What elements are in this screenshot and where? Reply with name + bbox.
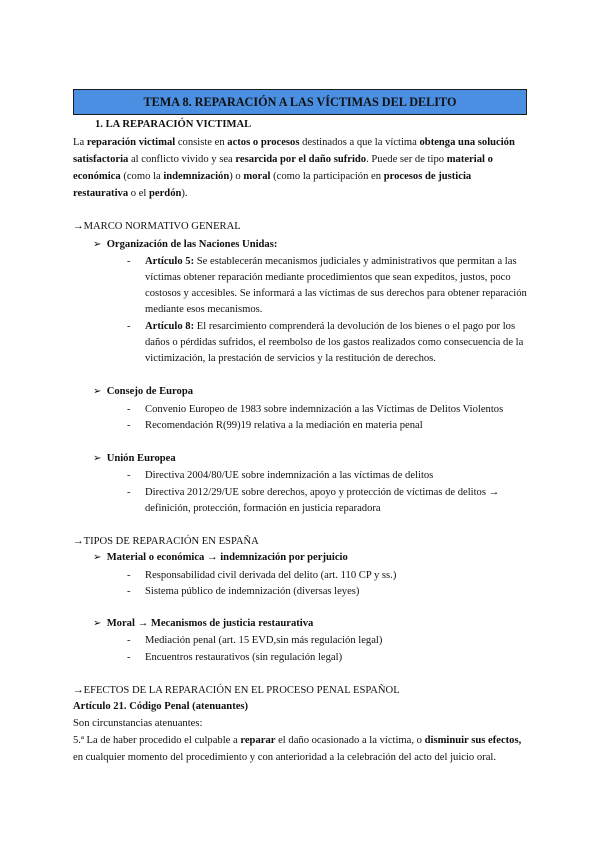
bullet-consejo-europa <box>93 385 193 398</box>
atenuante-5-line: en cualquier momento del procedimiento y con anterioridad a la celebración del acto del juicio oral. <box>73 752 496 763</box>
text-span: Se establecerán mecanismos judiciales y administrativos que permitan a las <box>194 256 517 267</box>
text-span: ). <box>181 188 188 199</box>
onu-label: Organización de las Naciones Unidas: <box>106 239 278 250</box>
text-span: el daño ocasionado a la víctima, o <box>275 735 425 746</box>
bold-span: actos o procesos <box>227 137 300 148</box>
paragraph-line <box>73 136 515 149</box>
union-europea-label: Unión Europea <box>106 453 176 464</box>
paragraph-line <box>73 170 471 183</box>
dash-icon: - <box>127 470 131 481</box>
dash-icon: - <box>127 652 131 663</box>
list-item: Directiva 2004/80/UE sobre indemnización a las víctimas de delitos <box>145 470 434 481</box>
bold-span: disminuir sus efectos, <box>424 735 522 746</box>
bold-span: perdón <box>149 188 182 199</box>
text-span: o el <box>128 188 150 199</box>
arrow-bullet-icon: ➢ <box>93 618 102 629</box>
bullet-onu <box>93 238 277 251</box>
arrow-bullet-icon: ➢ <box>93 386 102 397</box>
list-item-continuation: definición, protección, formación en justicia reparadora <box>145 503 381 514</box>
list-item: Directiva 2012/29/UE sobre derechos, apoyo y protección de víctimas de delitos → <box>145 487 500 498</box>
bold-span: obtenga una solución <box>419 137 515 148</box>
text-span: 5.ª La de haber procedido el culpable a <box>73 735 241 746</box>
articulo-8-line: daños o pérdidas sufridos, el reembolso de los gastos realizados como consecuencia de la <box>145 337 524 348</box>
list-item: Responsabilidad civil derivada del delito (art. 110 CP y ss.) <box>145 570 397 581</box>
section-heading-marco-normativo: →MARCO NORMATIVO GENERAL <box>73 221 241 232</box>
dash-icon: - <box>127 404 131 415</box>
paragraph-line <box>73 153 493 166</box>
list-item: Mediación penal (art. 15 EVD,sin más regulación legal) <box>145 635 383 646</box>
text-span: (como la participación en <box>270 171 384 182</box>
consejo-europa-label: Consejo de Europa <box>106 386 194 397</box>
material-label: Material o económica → indemnización por perjuicio <box>106 552 348 563</box>
section-heading-reparacion-victimal: 1. LA REPARACIÓN VICTIMAL <box>95 119 252 130</box>
atenuantes-intro: Son circunstancias atenuantes: <box>73 718 203 729</box>
bullet-material <box>93 551 348 564</box>
text-span: consiste en <box>175 137 228 148</box>
text-span: ) o <box>229 171 244 182</box>
articulo-5-label: Artículo 5: <box>145 256 195 267</box>
paragraph-line <box>73 187 188 200</box>
bullet-union-europea <box>93 452 176 465</box>
dash-icon: - <box>127 420 131 431</box>
articulo-8-line <box>145 320 515 333</box>
dash-icon: - <box>127 321 131 332</box>
articulo-8-line: victimización, la prestación de servicios y la restitución de derechos. <box>145 353 436 364</box>
dash-icon: - <box>127 487 131 498</box>
articulo-5-line: mediante esos mecanismos. <box>145 304 263 315</box>
list-item: Recomendación R(99)19 relativa a la mediación en materia penal <box>145 420 423 431</box>
page-title: TEMA 8. REPARACIÓN A LAS VÍCTIMAS DEL DELITO <box>73 89 527 115</box>
text-span: al conflicto vivido y sea <box>128 154 236 165</box>
dash-icon: - <box>127 635 131 646</box>
text-span: . Puede ser de tipo <box>366 154 447 165</box>
dash-icon: - <box>127 570 131 581</box>
bold-span: reparación victimal <box>86 137 176 148</box>
arrow-bullet-icon: ➢ <box>93 239 102 250</box>
dash-icon: - <box>127 256 131 267</box>
atenuante-5-line <box>73 734 521 747</box>
section-heading-efectos: →EFECTOS DE LA REPARACIÓN EN EL PROCESO PENAL ESPAÑOL <box>73 685 400 696</box>
moral-label: Moral → Mecanismos de justicia restaurativa <box>106 618 314 629</box>
text-span: La <box>73 137 87 148</box>
articulo-5-line: costosos y accesibles. Se informará a las víctimas de sus derechos para obtener reparación <box>145 288 527 299</box>
arrow-bullet-icon: ➢ <box>93 453 102 464</box>
articulo-8-label: Artículo 8: <box>145 321 195 332</box>
bold-span: procesos de justicia <box>383 171 472 182</box>
bold-span: satisfactoria <box>73 154 129 165</box>
articulo-21-heading: Artículo 21. Código Penal (atenuantes) <box>73 701 249 712</box>
list-item: Sistema público de indemnización (diversas leyes) <box>145 586 360 597</box>
text-span: El resarcimiento comprenderá la devolución de los bienes o el pago por los <box>194 321 516 332</box>
bold-span: restaurativa <box>73 188 129 199</box>
text-span: (como la <box>120 171 164 182</box>
text-span: destinados a que la víctima <box>299 137 420 148</box>
bold-span: indemnización <box>163 171 230 182</box>
bold-span: económica <box>73 171 121 182</box>
section-heading-tipos-reparacion: →TIPOS DE REPARACIÓN EN ESPAÑA <box>73 536 259 547</box>
arrow-bullet-icon: ➢ <box>93 552 102 563</box>
dash-icon: - <box>127 586 131 597</box>
bold-span: moral <box>243 171 271 182</box>
bold-span: material o <box>446 154 493 165</box>
articulo-5-line <box>145 255 517 268</box>
list-item: Convenio Europeo de 1983 sobre indemnización a las Víctimas de Delitos Violentos <box>145 404 504 415</box>
bold-span: resarcida por el daño sufrido <box>235 154 367 165</box>
bold-span: reparar <box>240 735 276 746</box>
bullet-moral <box>93 617 313 630</box>
articulo-5-line: víctimas obtener reparación mediante procedimientos que sean expeditos, justos, poco <box>145 272 511 283</box>
list-item: Encuentros restaurativos (sin regulación legal) <box>145 652 343 663</box>
